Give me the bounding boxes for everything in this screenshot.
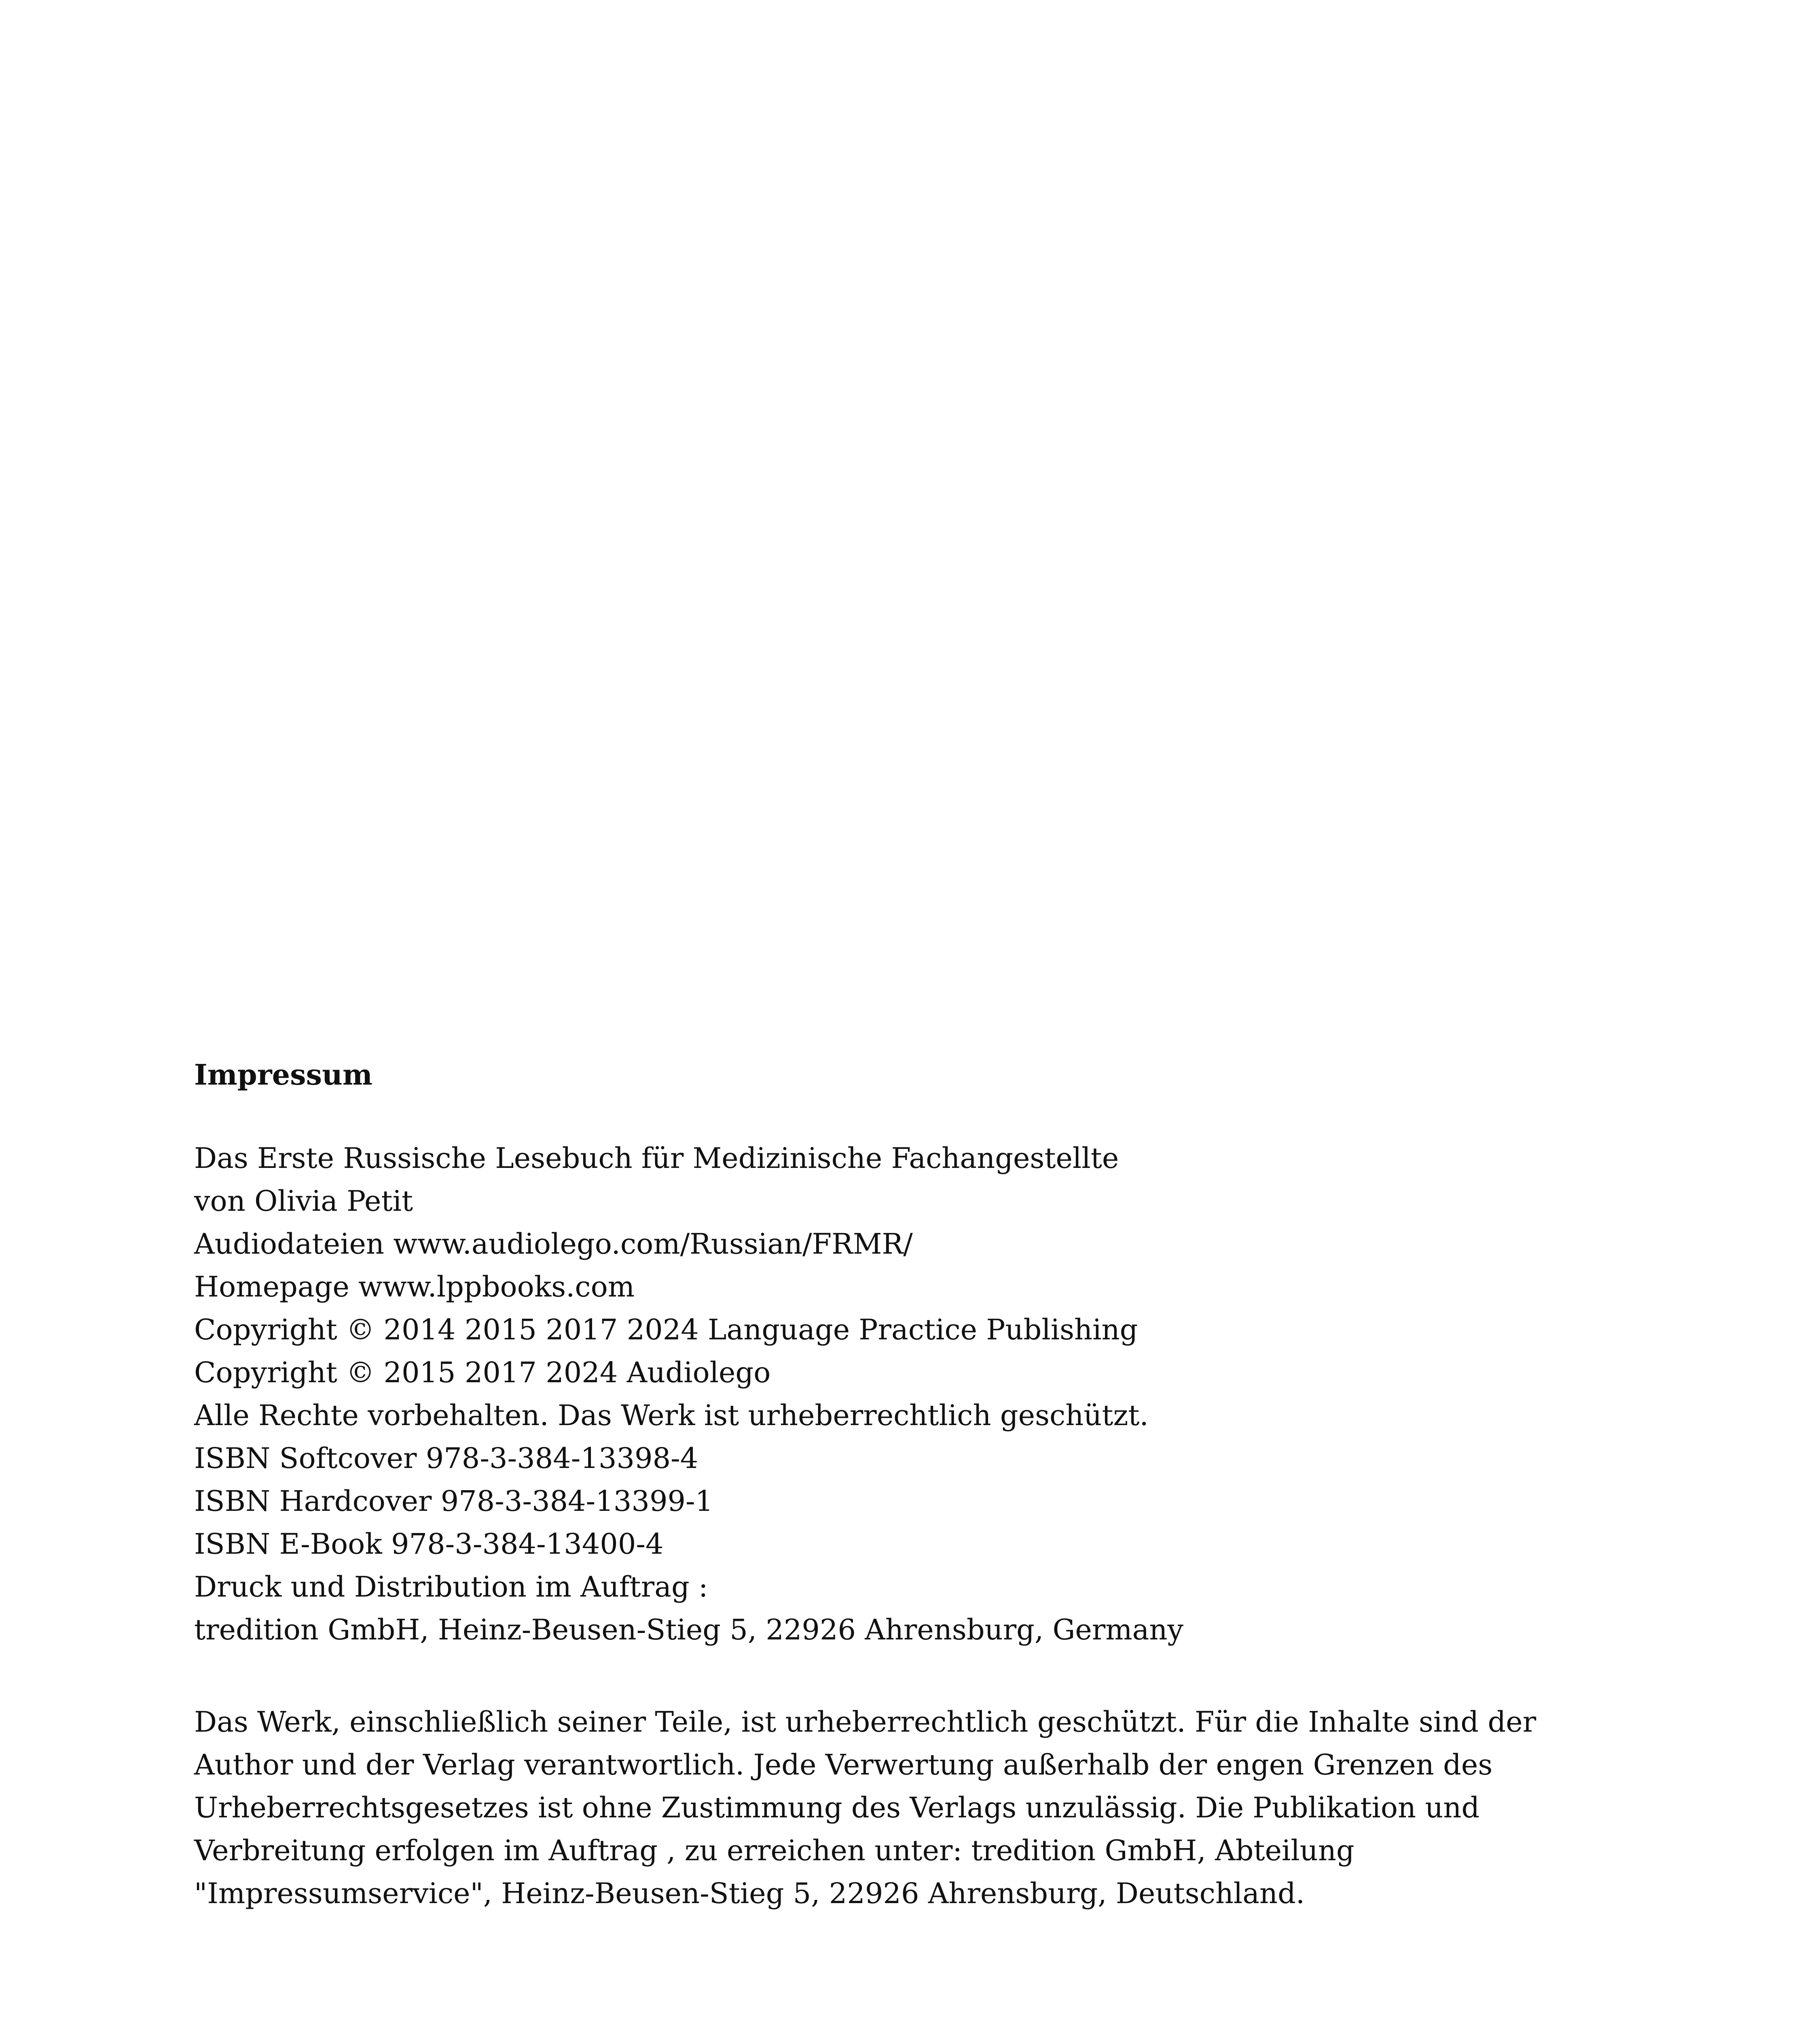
- rights-reserved-line: Alle Rechte vorbehalten. Das Werk ist urheberrechtlich geschützt.: [194, 1399, 1149, 1432]
- legal-notice-paragraph: [194, 1701, 1610, 1915]
- legal-notice-line: "Impressumservice", Heinz-Beusen-Stieg 5, 22926 Ahrensburg, Deutschland.: [194, 1877, 1305, 1910]
- book-title-line: Das Erste Russische Lesebuch für Medizinische Fachangestellte: [194, 1142, 1119, 1175]
- imprint-heading: Impressum: [194, 1058, 372, 1091]
- legal-notice-line: Author und der Verlag verantwortlich. Jede Verwertung außerhalb der engen Grenzen des: [194, 1748, 1493, 1781]
- homepage-line: Homepage www.lppbooks.com: [194, 1270, 635, 1303]
- isbn-hardcover-line: ISBN Hardcover 978-3-384-13399-1: [194, 1485, 713, 1518]
- legal-notice-line: Urheberrechtsgesetzes ist ohne Zustimmung des Verlags unzulässig. Die Publikation und: [194, 1791, 1480, 1824]
- legal-notice-line: Verbreitung erfolgen im Auftrag , zu erreichen unter: tredition GmbH, Abteilung: [194, 1834, 1354, 1867]
- distribution-line: Druck und Distribution im Auftrag :: [194, 1570, 708, 1603]
- author-line: von Olivia Petit: [194, 1184, 413, 1218]
- copyright-audiolego-line: Copyright © 2015 2017 2024 Audiolego: [194, 1356, 771, 1389]
- imprint-section: [194, 1053, 1610, 1651]
- isbn-ebook-line: ISBN E-Book 978-3-384-13400-4: [194, 1527, 664, 1561]
- legal-notice-line: Das Werk, einschließlich seiner Teile, ist urheberrechtlich geschützt. Für die Inhalte sind der: [194, 1705, 1536, 1739]
- distributor-address-line: tredition GmbH, Heinz-Beusen-Stieg 5, 22926 Ahrensburg, Germany: [194, 1613, 1184, 1646]
- copyright-publisher-line: Copyright © 2014 2015 2017 2024 Language Practice Publishing: [194, 1313, 1138, 1346]
- audio-files-line: Audiodateien www.audiolego.com/Russian/FRMR/: [194, 1227, 913, 1261]
- isbn-softcover-line: ISBN Softcover 978-3-384-13398-4: [194, 1442, 698, 1475]
